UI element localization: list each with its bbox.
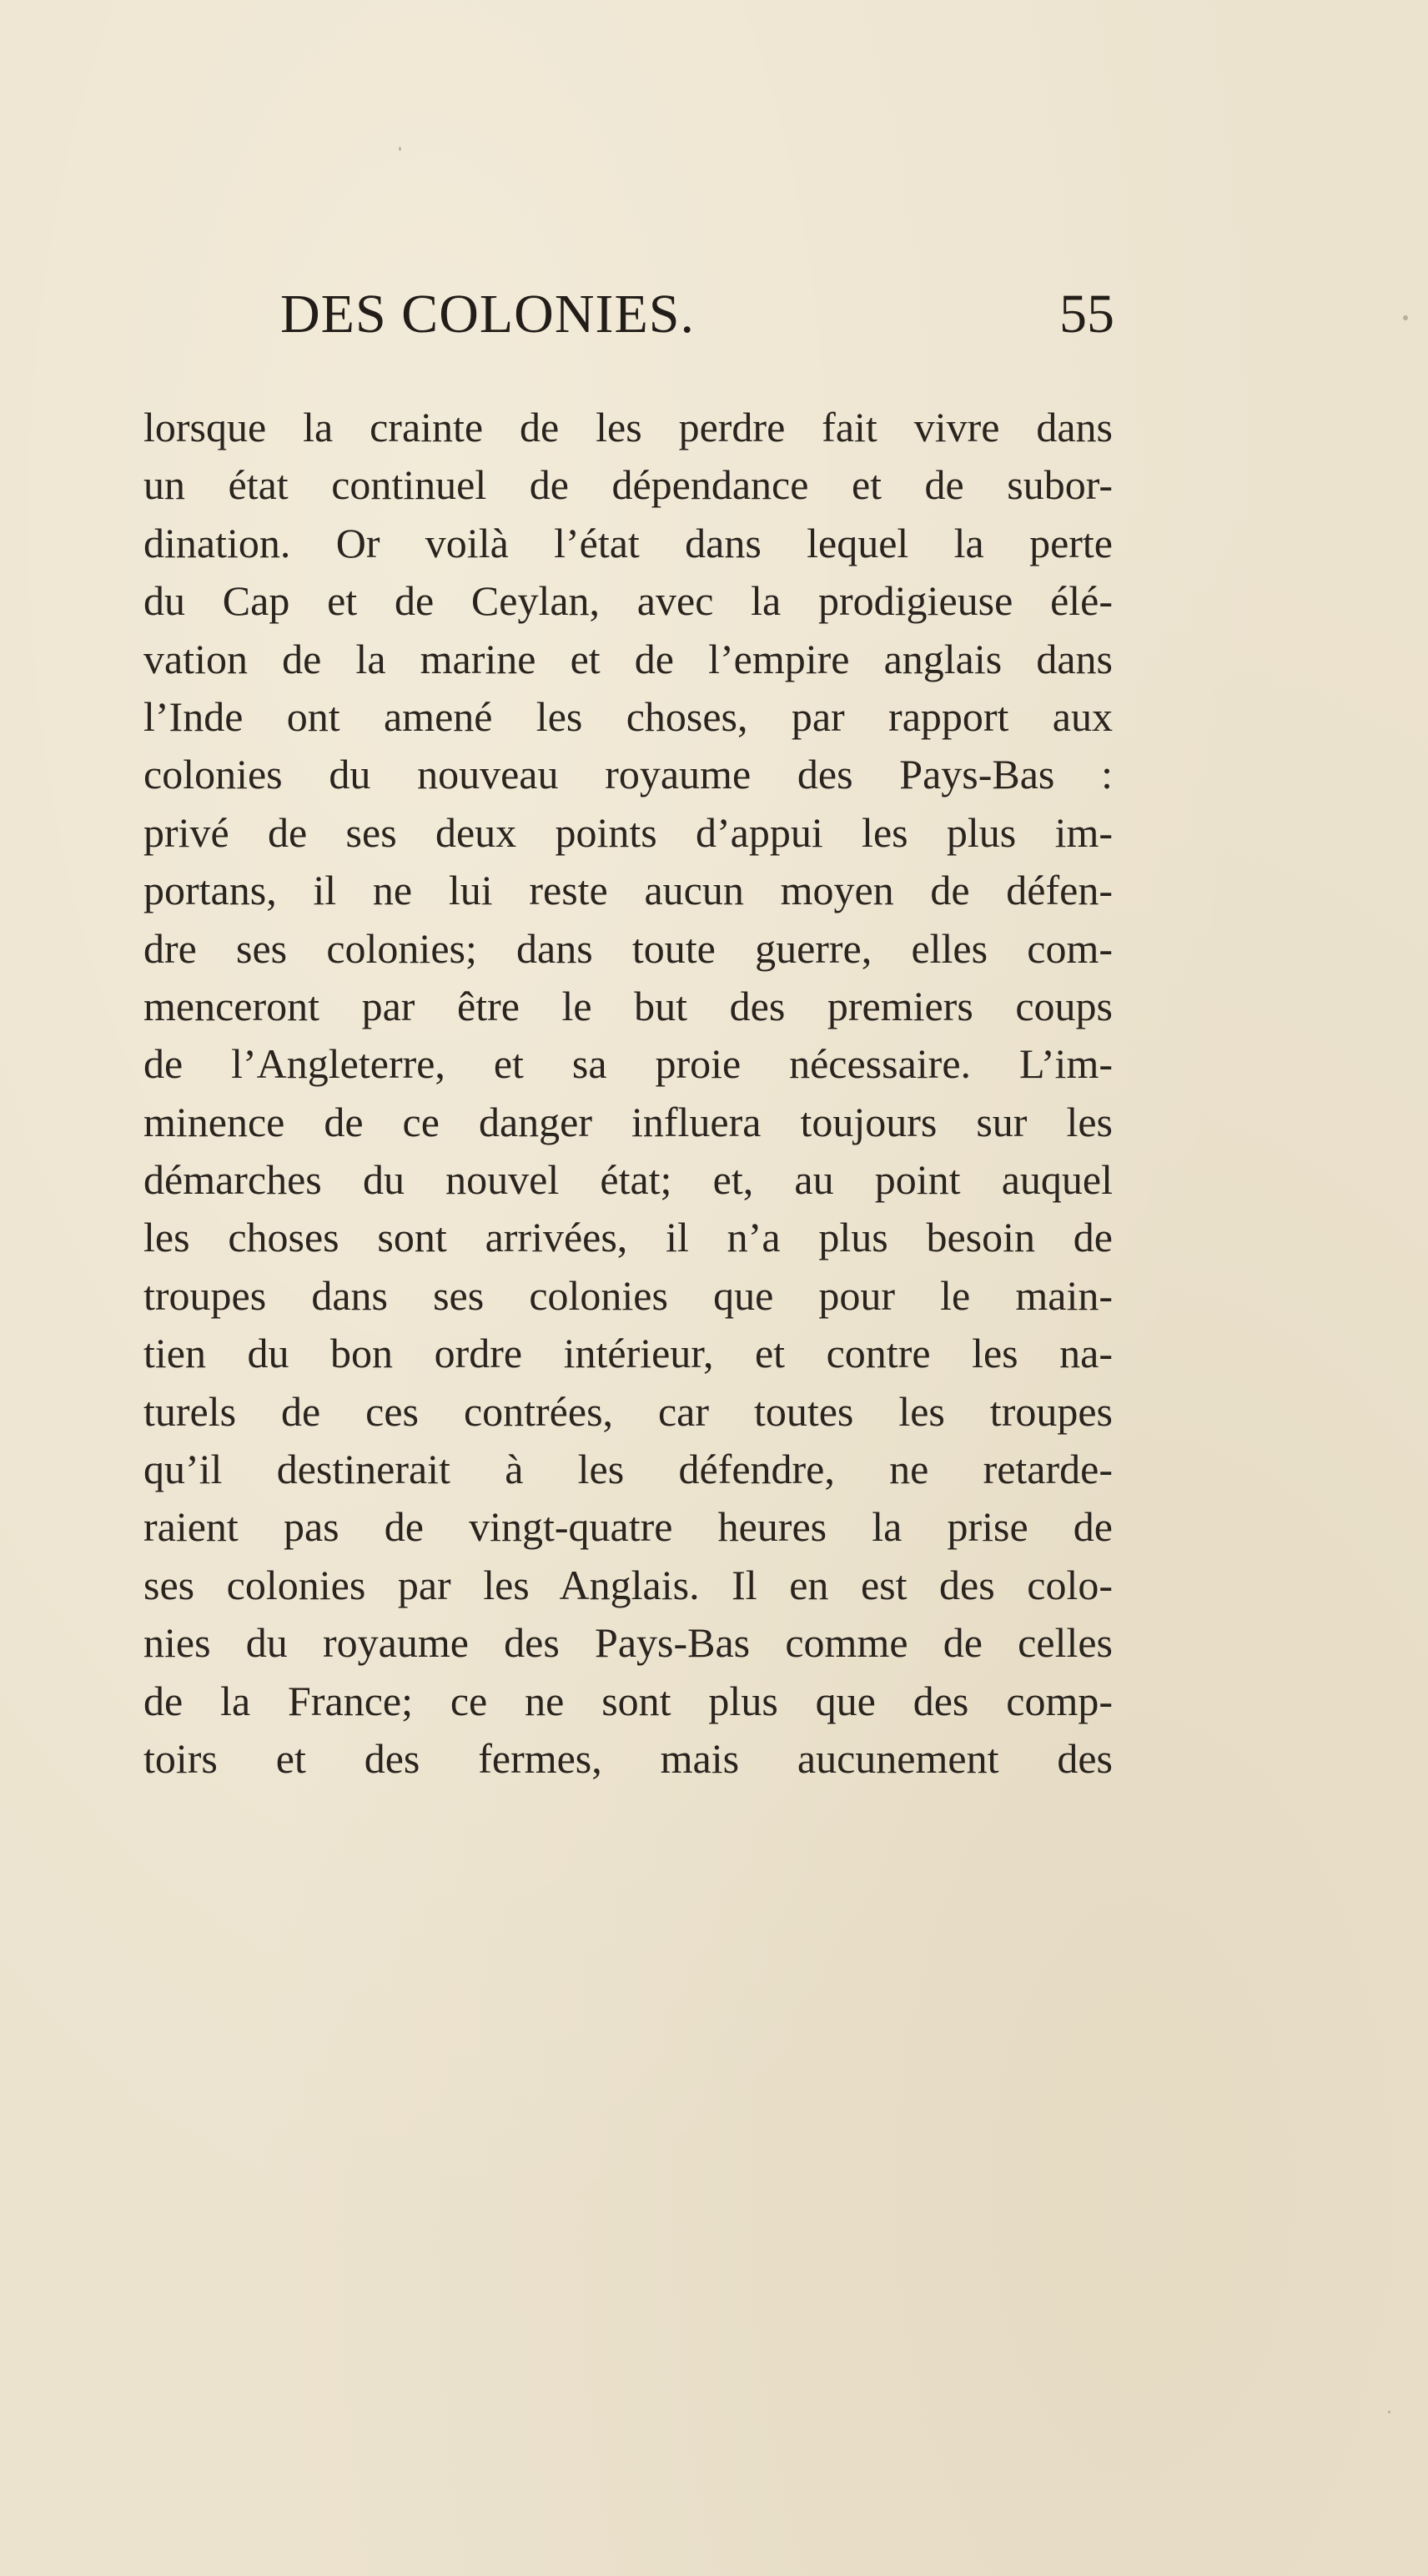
paper-speck bbox=[1403, 315, 1408, 320]
text-line: de l’Angleterre, et sa proie nécessaire. L’im- bbox=[143, 1040, 1113, 1088]
text-line: lorsque la crainte de les perdre fait vivre dans bbox=[143, 404, 1113, 450]
text-line: nies du royaume des Pays-Bas comme de celles bbox=[143, 1619, 1113, 1667]
text-line: privé de ses deux points d’appui les plus im- bbox=[143, 808, 1113, 856]
text-line: l’Inde ont amené les choses, par rapport aux bbox=[143, 692, 1113, 740]
text-line: minence de ce danger influera toujours sur les bbox=[143, 1098, 1113, 1145]
text-line: de la France; ce ne sont plus que des comp- bbox=[143, 1677, 1113, 1724]
page-number: 55 bbox=[1059, 284, 1114, 345]
text-line: troupes dans ses colonies que pour le main- bbox=[143, 1271, 1113, 1319]
text-line: dination. Or voilà l’état dans lequel la perte bbox=[143, 519, 1113, 566]
text-line: raient pas de vingt-quatre heures la prise de bbox=[143, 1503, 1113, 1551]
text-line: vation de la marine et de l’empire anglais dans bbox=[143, 635, 1113, 682]
text-line: colonies du nouveau royaume des Pays-Bas : bbox=[143, 751, 1113, 798]
body-text bbox=[143, 399, 1113, 1788]
text-line: portans, il ne lui reste aucun moyen de défen- bbox=[143, 867, 1113, 914]
paper-speck bbox=[1388, 2411, 1390, 2413]
text-line: tien du bon ordre intérieur, et contre les na- bbox=[143, 1330, 1113, 1377]
text-line: dre ses colonies; dans toute guerre, elles com- bbox=[143, 924, 1113, 972]
text-line: les choses sont arrivées, il n’a plus besoin de bbox=[143, 1214, 1113, 1261]
text-line: qu’il destinerait à les défendre, ne retarde- bbox=[143, 1446, 1113, 1493]
text-line: ses colonies par les Anglais. Il en est des colo- bbox=[143, 1561, 1113, 1608]
running-head bbox=[280, 277, 1114, 352]
running-title: DES COLONIES. bbox=[280, 284, 696, 345]
text-line: toirs et des fermes, mais aucunement des bbox=[143, 1734, 1113, 1782]
paper-speck bbox=[399, 147, 401, 151]
text-line: démarches du nouvel état; et, au point auquel bbox=[143, 1156, 1113, 1204]
text-line: du Cap et de Ceylan, avec la prodigieuse élé- bbox=[143, 577, 1113, 625]
text-line: turels de ces contrées, car toutes les troupes bbox=[143, 1387, 1113, 1435]
text-line: menceront par être le but des premiers coups bbox=[143, 982, 1113, 1029]
text-line: un état continuel de dépendance et de subor- bbox=[143, 461, 1113, 509]
